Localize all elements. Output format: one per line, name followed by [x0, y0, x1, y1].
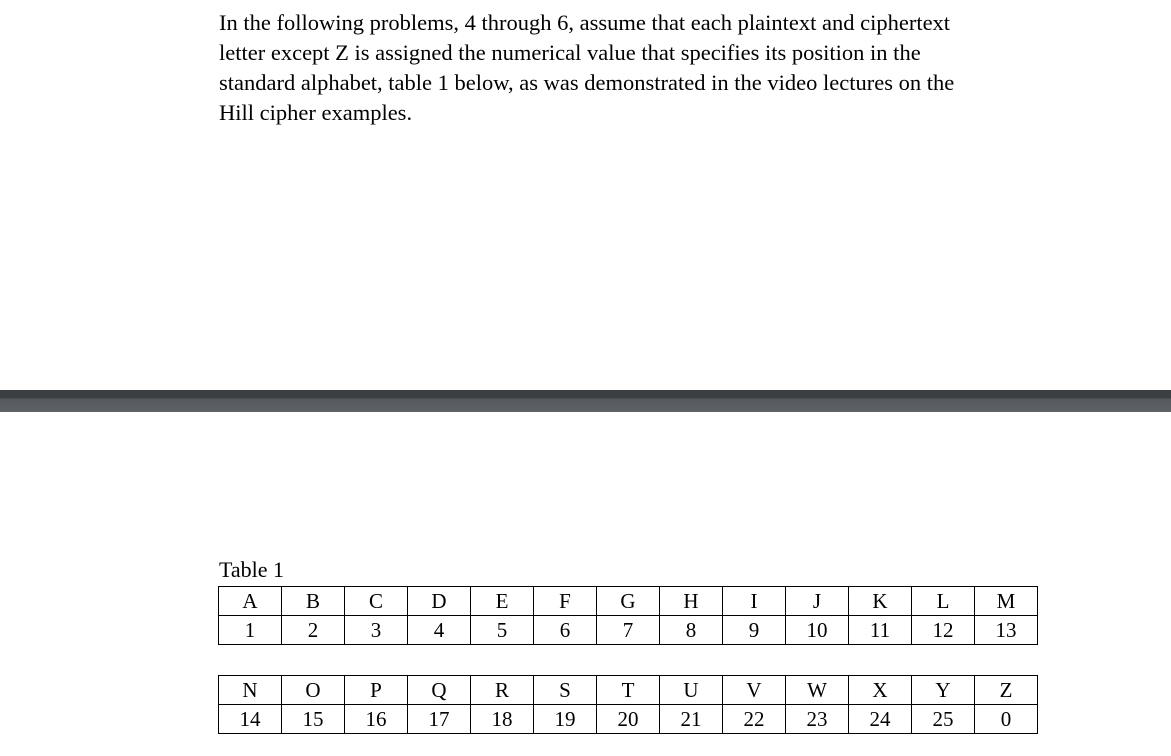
table-cell-value: 7 [597, 616, 660, 645]
table-cell-value: 21 [660, 705, 723, 734]
table-cell-value: 3 [345, 616, 408, 645]
intro-line: letter except Z is assigned the numerical value that specifies its position in the [219, 40, 921, 65]
table-cell-letter: X [849, 676, 912, 705]
table-cell-letter: D [408, 587, 471, 616]
table-caption: Table 1 [219, 557, 285, 582]
table-row-letters [219, 587, 1038, 616]
table-cell-letter: U [660, 676, 723, 705]
table-cell-value: 5 [471, 616, 534, 645]
table-cell-value: 16 [345, 705, 408, 734]
table-cell-letter: B [282, 587, 345, 616]
table-cell-letter: O [282, 676, 345, 705]
table-cell-letter: L [912, 587, 975, 616]
table-cell-letter: F [534, 587, 597, 616]
intro-line: standard alphabet, table 1 below, as was demonstrated in the video lectures on the [219, 70, 955, 95]
table-cell-value: 6 [534, 616, 597, 645]
table-cell-value: 12 [912, 616, 975, 645]
table-cell-value: 0 [975, 705, 1038, 734]
table-cell-letter: Q [408, 676, 471, 705]
alphabet-table-a-to-m [218, 586, 1038, 645]
intro-line: Hill cipher examples. [219, 100, 413, 125]
table-cell-letter: Z [975, 676, 1038, 705]
table-cell-letter: G [597, 587, 660, 616]
table-cell-letter: I [723, 587, 786, 616]
table-cell-value: 2 [282, 616, 345, 645]
table-cell-letter: H [660, 587, 723, 616]
table-row-values [219, 616, 1038, 645]
table-cell-value: 22 [723, 705, 786, 734]
table-cell-value: 20 [597, 705, 660, 734]
intro-paragraph [219, 8, 1019, 128]
table-cell-letter: S [534, 676, 597, 705]
table-cell-value: 9 [723, 616, 786, 645]
table-cell-letter: P [345, 676, 408, 705]
table-cell-value: 10 [786, 616, 849, 645]
table-cell-value: 18 [471, 705, 534, 734]
table-cell-value: 15 [282, 705, 345, 734]
table-cell-letter: R [471, 676, 534, 705]
table-cell-value: 13 [975, 616, 1038, 645]
alphabet-table-n-to-z [218, 675, 1038, 734]
table-cell-value: 11 [849, 616, 912, 645]
table-cell-value: 24 [849, 705, 912, 734]
table-cell-letter: K [849, 587, 912, 616]
table-cell-value: 25 [912, 705, 975, 734]
intro-line: In the following problems, 4 through 6, assume that each plaintext and ciphertext [219, 10, 951, 35]
table-cell-value: 14 [219, 705, 282, 734]
table-cell-value: 4 [408, 616, 471, 645]
table-cell-letter: M [975, 587, 1038, 616]
page-divider [0, 390, 1171, 412]
table-row-values [219, 705, 1038, 734]
table-cell-value: 1 [219, 616, 282, 645]
table-cell-letter: Y [912, 676, 975, 705]
table-cell-letter: T [597, 676, 660, 705]
table-cell-letter: V [723, 676, 786, 705]
table-cell-value: 17 [408, 705, 471, 734]
table-cell-letter: C [345, 587, 408, 616]
table-row-letters [219, 676, 1038, 705]
table-cell-value: 19 [534, 705, 597, 734]
table-cell-letter: W [786, 676, 849, 705]
table-cell-letter: J [786, 587, 849, 616]
table-cell-value: 8 [660, 616, 723, 645]
table-cell-value: 23 [786, 705, 849, 734]
table-cell-letter: A [219, 587, 282, 616]
table-cell-letter: E [471, 587, 534, 616]
table-cell-letter: N [219, 676, 282, 705]
